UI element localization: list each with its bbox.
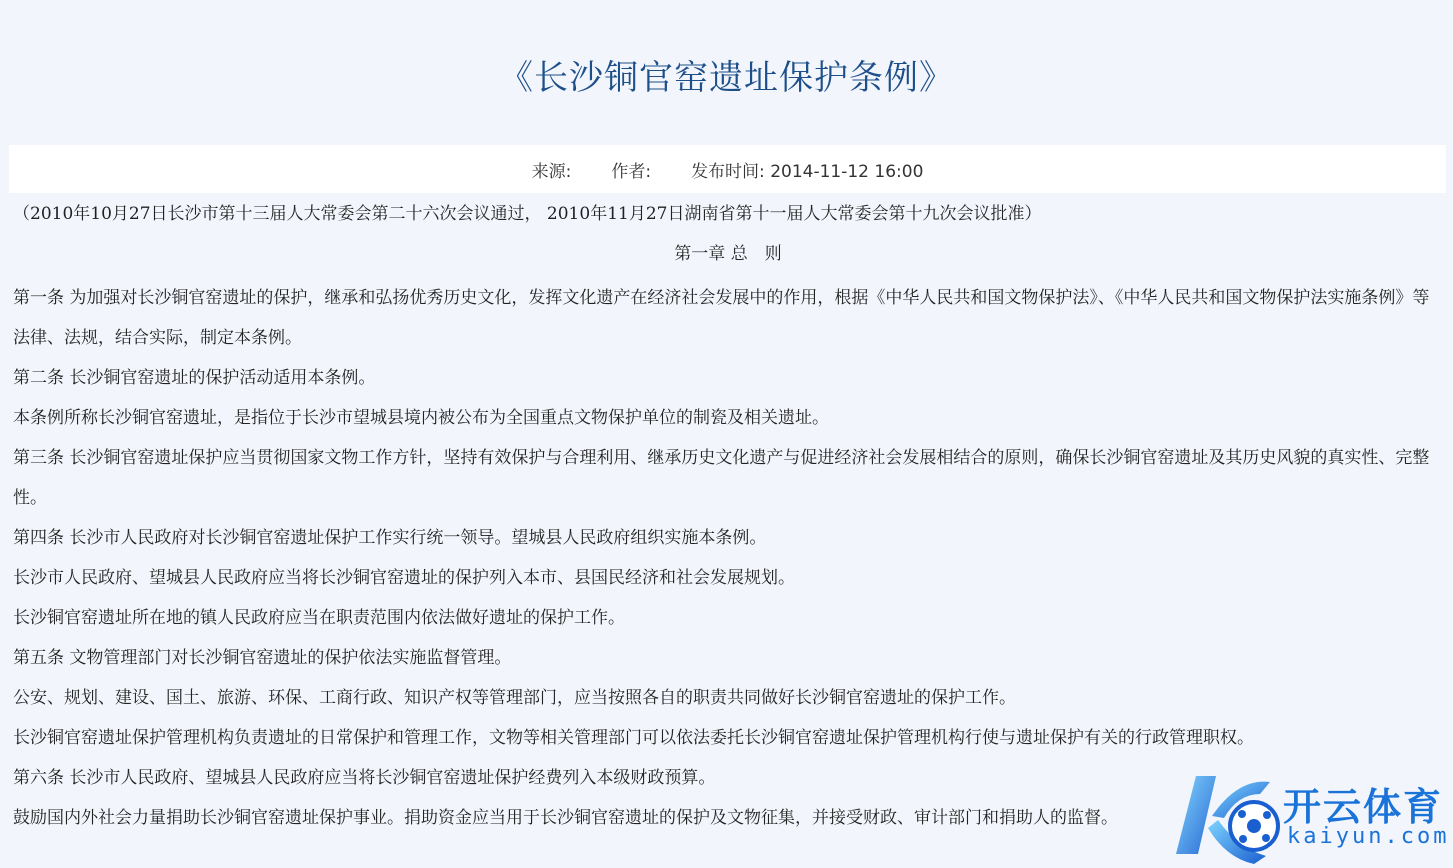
article-title: 《长沙铜官窑遗址保护条例》 bbox=[499, 58, 954, 98]
article-paragraph: 第六条 长沙市人民政府、望城县人民政府应当将长沙铜官窑遗址保护经费列入本级财政预算。 bbox=[13, 768, 716, 788]
article-paragraph: 第一条 为加强对长沙铜官窑遗址的保护，继承和弘扬优秀历史文化，发挥文化遗产在经济社会发展中的作用，根据《中华人民共和国文物保护法》、《中华人民共和国文物保护法实施条例》等法律、法规，结合实际，制定本条例。 bbox=[13, 288, 1430, 348]
publish-time: 发布时间: 2014-11-12 16:00 bbox=[691, 161, 924, 182]
article-paragraph: 公安、规划、建设、国土、旅游、环保、工商行政、知识产权等管理部门，应当按照各自的职责共同做好长沙铜官窑遗址的保护工作。 bbox=[13, 688, 1016, 708]
article-body bbox=[13, 198, 1443, 838]
chapter-heading: 第一章 总 则 bbox=[674, 244, 782, 264]
article-paragraph: 第四条 长沙市人民政府对长沙铜官窑遗址保护工作实行统一领导。望城县人民政府组织实施本条例。 bbox=[13, 528, 767, 548]
article-paragraph: 本条例所称长沙铜官窑遗址，是指位于长沙市望城县境内被公布为全国重点文物保护单位的制瓷及相关遗址。 bbox=[13, 408, 829, 428]
article-meta-bar bbox=[9, 145, 1446, 193]
approval-note: （2010年10月27日长沙市第十三届人大常委会第二十六次会议通过， 2010年11月27日湖南省第十一届人大常委会第十九次会议批准） bbox=[13, 204, 1042, 224]
author-label: 作者: bbox=[611, 161, 652, 182]
watermark-brand-cn: 开云体育 bbox=[1283, 785, 1444, 829]
source-label: 来源: bbox=[531, 161, 572, 182]
article-paragraph: 第三条 长沙铜官窑遗址保护应当贯彻国家文物工作方针，坚持有效保护与合理利用、继承历史文化遗产与促进经济社会发展相结合的原则，确保长沙铜官窑遗址及其历史风貌的真实性、完整性。 bbox=[13, 448, 1430, 508]
article-paragraph: 第二条 长沙铜官窑遗址的保护活动适用本条例。 bbox=[13, 368, 376, 388]
watermark-brand-en: kaiyun.com bbox=[1287, 824, 1450, 849]
article-paragraph: 长沙铜官窑遗址所在地的镇人民政府应当在职责范围内依法做好遗址的保护工作。 bbox=[13, 608, 625, 628]
article-paragraph: 鼓励国内外社会力量捐助长沙铜官窑遗址保护事业。捐助资金应当用于长沙铜官窑遗址的保护及文物征集，并接受财政、审计部门和捐助人的监督。 bbox=[13, 808, 1118, 828]
article-paragraph: 长沙市人民政府、望城县人民政府应当将长沙铜官窑遗址的保护列入本市、县国民经济和社会发展规划。 bbox=[13, 568, 795, 588]
article-paragraph: 长沙铜官窑遗址保护管理机构负责遗址的日常保护和管理工作，文物等相关管理部门可以依法委托长沙铜官窑遗址保护管理机构行使与遗址保护有关的行政管理职权。 bbox=[13, 728, 1254, 748]
article-paragraph: 第五条 文物管理部门对长沙铜官窑遗址的保护依法实施监督管理。 bbox=[13, 648, 512, 668]
